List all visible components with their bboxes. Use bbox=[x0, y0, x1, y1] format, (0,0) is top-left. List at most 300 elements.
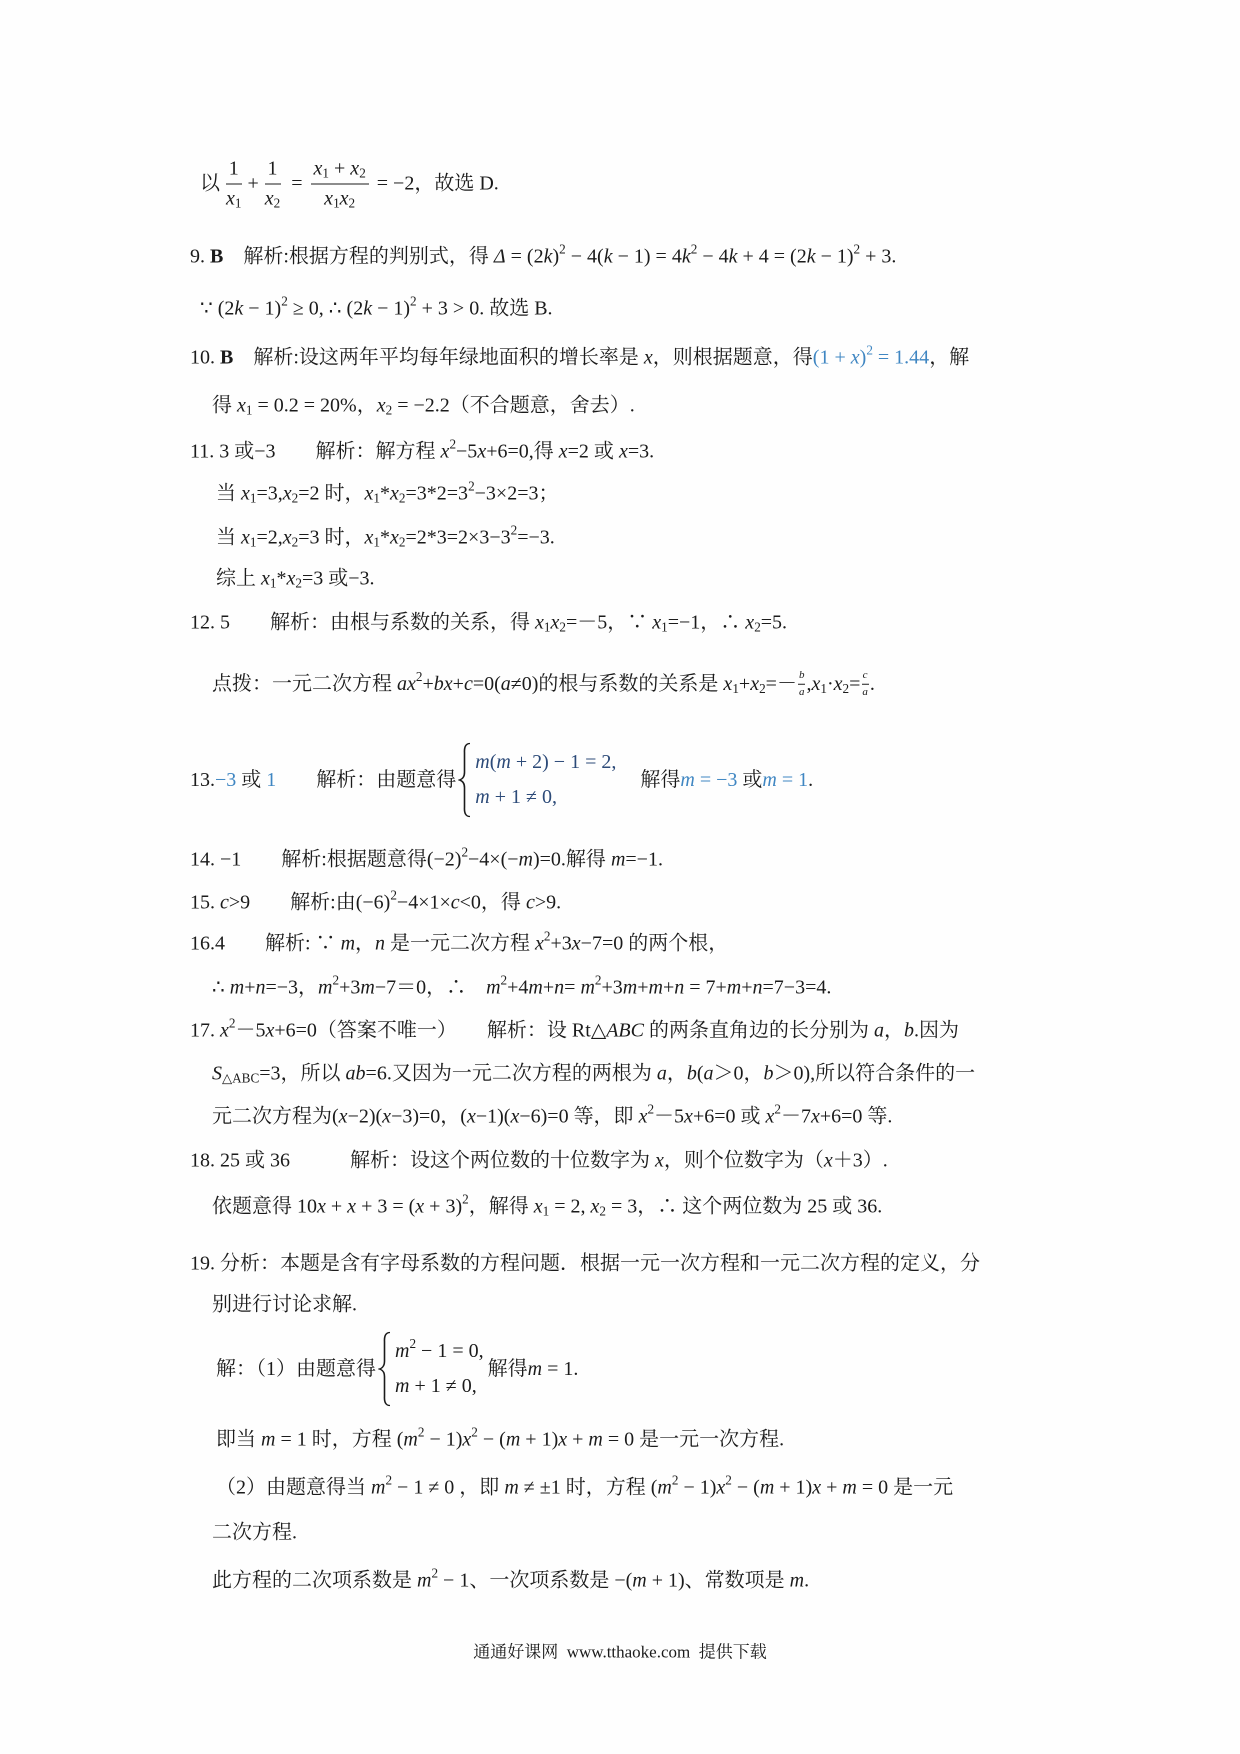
answer-8-conclusion bbox=[200, 157, 499, 212]
math-variable: x bbox=[390, 482, 399, 505]
text-run: 解：（1）由题意得 bbox=[216, 1357, 376, 1380]
superscript: 2 bbox=[671, 1472, 679, 1488]
answer-19-part-2 bbox=[216, 1472, 954, 1501]
text-run: +3 bbox=[601, 976, 623, 999]
text-run: =2, bbox=[256, 526, 283, 549]
answer-19-part-1 bbox=[216, 1331, 578, 1407]
text-run: + 4 = (2 bbox=[737, 245, 807, 268]
text-run: . bbox=[808, 768, 814, 791]
math-variable: x bbox=[833, 672, 843, 695]
text-run: = 1.44 bbox=[872, 346, 930, 369]
superscript: 2 bbox=[390, 887, 397, 903]
text-run: + bbox=[567, 1428, 589, 1451]
fraction bbox=[798, 669, 806, 700]
text-run: 17. bbox=[190, 1019, 220, 1042]
math-variable: b bbox=[686, 1062, 697, 1085]
math-variable: x bbox=[347, 1195, 357, 1218]
math-variable: m bbox=[505, 1428, 521, 1451]
subscript: 1 bbox=[249, 490, 257, 506]
fraction-numerator bbox=[311, 157, 369, 185]
answer-11 bbox=[190, 436, 655, 465]
text-run: = 1. bbox=[542, 1357, 579, 1380]
math-variable: x bbox=[440, 440, 450, 463]
text-run: +6=0（答案不唯一） 解析：设 Rt△ bbox=[274, 1019, 607, 1042]
text-run: −2)( bbox=[347, 1105, 383, 1128]
text-run: = −3 bbox=[694, 768, 743, 791]
answer-19-coefficients bbox=[212, 1565, 810, 1594]
math-variable: m bbox=[842, 1476, 857, 1499]
math-variable: a bbox=[703, 1062, 714, 1085]
math-variable: k bbox=[728, 245, 738, 268]
text-run: 18. 25 或 36 解析：设这个两位数的十位数字为 bbox=[190, 1149, 655, 1172]
answer-16-continued bbox=[212, 972, 832, 1001]
text-run: ≠0)的根与系数的关系是 bbox=[510, 672, 724, 695]
superscript: 2 bbox=[543, 928, 551, 944]
math-variable: x bbox=[364, 526, 374, 549]
text-run: 点拨：一元二次方程 bbox=[212, 672, 397, 695]
answer-10 bbox=[190, 342, 970, 371]
text-run: 的两条直角边的长分别为 bbox=[644, 1019, 874, 1042]
text-run: 别进行讨论求解. bbox=[212, 1293, 357, 1316]
text-run: =7−3=4. bbox=[762, 976, 832, 999]
math-variable: m bbox=[504, 1476, 519, 1499]
math-variable: ABC bbox=[606, 1019, 644, 1042]
math-variable: x bbox=[364, 482, 374, 505]
text-run: = −2，故选 D. bbox=[371, 172, 499, 195]
text-run: +6=0,得 bbox=[486, 440, 559, 463]
text-run: 此方程的二次项系数是 bbox=[212, 1569, 417, 1592]
superscript: 2 bbox=[647, 1101, 655, 1117]
text-run: >9. bbox=[534, 891, 562, 914]
text-run: ， bbox=[884, 1019, 904, 1042]
math-variable: m bbox=[340, 932, 356, 955]
math-variable: a bbox=[874, 1019, 884, 1042]
text-run: +6=0 等. bbox=[819, 1105, 893, 1128]
text-run: + bbox=[542, 976, 555, 999]
text-run: . bbox=[869, 672, 875, 695]
superscript: 2 bbox=[500, 972, 508, 988]
math-variable: m bbox=[261, 1428, 276, 1451]
answer-9-continued bbox=[200, 293, 553, 322]
text-run: + 3) bbox=[424, 1195, 463, 1218]
subscript: 2 bbox=[348, 195, 356, 211]
math-variable: m bbox=[395, 1340, 410, 1362]
math-variable: m bbox=[762, 768, 777, 791]
text-run: 得 bbox=[212, 394, 237, 417]
page-footer: 通通好课网 www.tthaoke.com 提供下载 bbox=[473, 1642, 767, 1662]
equation-row bbox=[475, 750, 616, 775]
subscript: 2 bbox=[398, 490, 406, 506]
superscript: 2 bbox=[449, 436, 457, 452]
superscript: 2 bbox=[385, 1472, 393, 1488]
text-run: =2*3=2×3−3 bbox=[405, 526, 511, 549]
text-run: =3. bbox=[627, 440, 655, 463]
math-variable: x bbox=[338, 1105, 348, 1128]
math-variable: x bbox=[415, 1195, 425, 1218]
text-run: − 1) bbox=[678, 1476, 717, 1499]
text-run: 1 bbox=[266, 768, 277, 791]
text-run: ≥ 0, ∴ (2 bbox=[287, 297, 364, 320]
text-run: =3 时， bbox=[298, 526, 365, 549]
text-run: 解得 bbox=[487, 1357, 528, 1380]
text-run: 13. bbox=[190, 768, 215, 791]
math-variable: x bbox=[282, 482, 292, 505]
subscript: 2 bbox=[291, 534, 299, 550]
answer-15 bbox=[190, 887, 562, 916]
text-run: + 2) − 1 = 2, bbox=[510, 751, 617, 773]
text-run: + 1 ≠ 0, bbox=[489, 786, 557, 808]
answer-9 bbox=[190, 241, 897, 270]
text-run: + bbox=[422, 672, 434, 695]
math-variable: x bbox=[723, 672, 733, 695]
subscript: 2 bbox=[754, 619, 761, 635]
math-variable: m bbox=[475, 751, 490, 773]
left-brace-icon bbox=[378, 1331, 392, 1407]
answer-18 bbox=[190, 1149, 888, 1174]
text-run: 综上 bbox=[216, 567, 261, 590]
text-run: −3)=0，( bbox=[391, 1105, 467, 1128]
fraction bbox=[223, 157, 244, 212]
text-run: = bbox=[564, 976, 581, 999]
text-run: 或 bbox=[236, 768, 267, 791]
text-run: −7=0 的两个根， bbox=[580, 932, 729, 955]
superscript: 2 bbox=[725, 1472, 732, 1488]
math-variable: m bbox=[580, 976, 595, 999]
bold-label: B bbox=[220, 346, 234, 369]
text-run: +6=0 或 bbox=[692, 1105, 766, 1128]
math-variable: k bbox=[681, 245, 691, 268]
text-run: = 2, bbox=[549, 1195, 591, 1218]
text-run: − 1) bbox=[372, 297, 411, 320]
text-run: 以 bbox=[200, 172, 220, 195]
text-run: =0( bbox=[472, 672, 501, 695]
text-run: +4 bbox=[507, 976, 529, 999]
text-run: =3*2=3 bbox=[405, 482, 469, 505]
equation-system bbox=[458, 742, 616, 818]
text-run: − 4 bbox=[697, 245, 729, 268]
equation-rows bbox=[395, 1336, 484, 1399]
subscript: 2 bbox=[385, 402, 393, 418]
text-run: = 7+ bbox=[684, 976, 727, 999]
subscript: 1 bbox=[333, 195, 340, 211]
math-variable: c bbox=[450, 891, 460, 914]
text-run: =−3， bbox=[265, 976, 319, 999]
text-run: －5 bbox=[654, 1105, 685, 1128]
math-variable: x bbox=[810, 1105, 820, 1128]
math-variable: n bbox=[752, 976, 763, 999]
text-run: >9 解析:由(−6) bbox=[228, 891, 391, 914]
text-run: − ( bbox=[477, 1428, 506, 1451]
text-run: −7＝0，∴ bbox=[374, 976, 487, 999]
text-run: +3 bbox=[339, 976, 361, 999]
text-run: + bbox=[247, 172, 259, 195]
subscript: △ABC bbox=[222, 1070, 260, 1086]
text-run: 二次方程. bbox=[212, 1521, 297, 1544]
math-variable: x bbox=[282, 526, 292, 549]
text-run: + bbox=[637, 976, 649, 999]
equation-rows bbox=[475, 750, 616, 810]
superscript: 2 bbox=[510, 522, 518, 538]
text-run: −5 bbox=[456, 440, 478, 463]
bold-label: B bbox=[210, 245, 224, 268]
text-run: −1)( bbox=[475, 1105, 511, 1128]
math-variable: n bbox=[554, 976, 565, 999]
math-variable: k bbox=[363, 297, 373, 320]
math-variable: m bbox=[360, 976, 375, 999]
text-run: * bbox=[380, 526, 391, 549]
text-run: 元二次方程为( bbox=[212, 1105, 339, 1128]
answer-11-case-a bbox=[216, 478, 559, 507]
text-run: 16.4 解析: ∵ bbox=[190, 932, 341, 955]
text-run: =3，所以 bbox=[259, 1062, 346, 1085]
text-run: . bbox=[804, 1569, 810, 1592]
text-run: =−1，∴ bbox=[667, 611, 746, 634]
text-run: −4×1× bbox=[396, 891, 451, 914]
text-run: − 4( bbox=[565, 245, 604, 268]
text-run: －7 bbox=[780, 1105, 811, 1128]
math-variable: x bbox=[264, 187, 274, 210]
text-run: 1 bbox=[228, 157, 239, 180]
text-run: = 0.2 = 20%， bbox=[252, 394, 377, 417]
math-variable: x bbox=[226, 187, 235, 210]
math-variable: x bbox=[261, 567, 270, 590]
fraction-denominator bbox=[223, 185, 244, 212]
text-run: =3, bbox=[256, 482, 283, 505]
math-variable: x bbox=[241, 482, 250, 505]
text-run: +3 bbox=[550, 932, 572, 955]
text-run: − 1) bbox=[424, 1428, 463, 1451]
subscript: 2 bbox=[759, 680, 766, 696]
fraction-denominator bbox=[321, 185, 358, 212]
math-variable: c bbox=[463, 672, 473, 695]
fraction bbox=[861, 669, 869, 700]
text-run: + bbox=[244, 976, 256, 999]
math-variable: x bbox=[350, 157, 360, 180]
superscript: 2 bbox=[417, 1424, 425, 1440]
text-run: （2）由题意得当 bbox=[216, 1476, 371, 1499]
math-variable: x bbox=[376, 394, 386, 417]
text-run: ∴ bbox=[212, 976, 230, 999]
subscript: 2 bbox=[842, 680, 850, 696]
text-run: ≠ ±1 时，方程 ( bbox=[518, 1476, 658, 1499]
subscript: 1 bbox=[373, 534, 381, 550]
subscript: 1 bbox=[322, 165, 330, 181]
superscript: 2 bbox=[281, 293, 288, 309]
math-variable: x bbox=[466, 1105, 476, 1128]
text-run: 解得 bbox=[620, 768, 681, 791]
text-run: + bbox=[738, 672, 751, 695]
answer-16 bbox=[190, 928, 729, 957]
text-run: =6.又因为一元二次方程的两根为 bbox=[365, 1062, 657, 1085]
math-variable: m bbox=[475, 786, 490, 808]
text-run: ＞0， bbox=[713, 1062, 764, 1085]
text-run: = (2 bbox=[505, 245, 544, 268]
text-run: , bbox=[806, 672, 812, 695]
text-run: * bbox=[276, 567, 287, 590]
answer-12 bbox=[190, 611, 787, 636]
superscript: 2 bbox=[431, 1565, 439, 1581]
text-run: 12. 5 解析：由根与系数的关系，得 bbox=[190, 611, 535, 634]
math-variable: m bbox=[496, 751, 511, 773]
text-run: = 1 bbox=[776, 768, 809, 791]
highlighted-expression bbox=[812, 342, 930, 371]
answer-11-summary bbox=[216, 567, 375, 592]
math-variable: c bbox=[220, 891, 229, 914]
text-run: ＋3）. bbox=[832, 1149, 888, 1172]
text-run: ) bbox=[552, 245, 560, 268]
text-run: + bbox=[329, 157, 351, 180]
fraction-denominator bbox=[798, 685, 806, 700]
math-variable: x bbox=[241, 526, 250, 549]
equation-system bbox=[378, 1331, 484, 1407]
subscript: 2 bbox=[295, 575, 302, 591]
text-run: =2 时， bbox=[298, 482, 365, 505]
math-variable: a bbox=[500, 672, 511, 695]
math-variable: m bbox=[588, 1428, 603, 1451]
text-run: = bbox=[286, 172, 308, 195]
math-variable: m bbox=[759, 1476, 775, 1499]
math-variable: bx bbox=[433, 672, 453, 695]
text-run: 15. bbox=[190, 891, 220, 914]
text-run: + bbox=[325, 1195, 348, 1218]
math-variable: m bbox=[518, 848, 533, 871]
subscript: 1 bbox=[249, 534, 257, 550]
math-variable: k bbox=[234, 297, 244, 320]
highlighted-expression bbox=[680, 768, 742, 793]
math-variable: x bbox=[765, 1105, 775, 1128]
superscript: 2 bbox=[228, 1015, 236, 1031]
math-variable: x bbox=[313, 157, 323, 180]
math-variable: m bbox=[657, 1476, 672, 1499]
answer-19-analysis bbox=[190, 1252, 980, 1277]
text-run: 14. −1 解析:根据题意得(−2) bbox=[190, 848, 462, 871]
math-variable: m bbox=[622, 976, 638, 999]
text-run: + 3 > 0. 故选 B. bbox=[416, 297, 553, 320]
text-run: = 1 时，方程 ( bbox=[275, 1428, 404, 1451]
subscript: 2 bbox=[599, 1203, 606, 1219]
text-run: ，解得 bbox=[468, 1195, 534, 1218]
answer-13 bbox=[190, 742, 813, 818]
text-run: 11. 3 或−3 解析：解方程 bbox=[190, 440, 441, 463]
superscript: 2 bbox=[594, 972, 602, 988]
subscript: 1 bbox=[543, 619, 551, 635]
text-run: 是一元二次方程 bbox=[385, 932, 536, 955]
math-variable: x bbox=[638, 1105, 648, 1128]
math-variable: m bbox=[318, 976, 333, 999]
math-variable: x bbox=[558, 1428, 568, 1451]
math-variable: k bbox=[603, 245, 613, 268]
math-variable: c bbox=[862, 668, 868, 681]
math-variable: x bbox=[812, 1476, 822, 1499]
superscript: 2 bbox=[866, 342, 873, 358]
math-variable: m bbox=[680, 768, 695, 791]
fraction-numerator bbox=[798, 669, 806, 685]
subscript: 1 bbox=[542, 1203, 550, 1219]
math-variable: x bbox=[535, 611, 544, 634]
math-variable: x bbox=[850, 346, 860, 369]
math-variable: x bbox=[558, 440, 568, 463]
math-variable: x bbox=[390, 526, 399, 549]
text-run: ( bbox=[696, 1062, 704, 1085]
math-variable: x bbox=[265, 1019, 275, 1042]
text-run: + bbox=[821, 1476, 843, 1499]
math-variable: m bbox=[486, 976, 501, 999]
text-run: · bbox=[826, 672, 834, 695]
text-run: − 1) bbox=[243, 297, 282, 320]
text-run: + bbox=[741, 976, 753, 999]
fraction bbox=[262, 157, 283, 212]
superscript: 2 bbox=[410, 293, 417, 309]
text-run: =3 或−3. bbox=[301, 567, 375, 590]
subscript: 1 bbox=[245, 402, 253, 418]
text-run: − 1 ≠ 0 ，即 bbox=[392, 1476, 505, 1499]
math-variable: x bbox=[462, 1428, 472, 1451]
text-run: ， bbox=[355, 932, 376, 955]
math-variable: x bbox=[652, 611, 662, 634]
answer-17 bbox=[190, 1015, 959, 1044]
math-variable: b bbox=[904, 1019, 914, 1042]
math-variable: x bbox=[684, 1105, 693, 1128]
math-variable: Δ bbox=[493, 245, 506, 268]
text-run: + bbox=[452, 672, 464, 695]
math-variable: ax bbox=[397, 672, 416, 695]
math-variable: x bbox=[571, 932, 581, 955]
answer-17-continued-b bbox=[212, 1101, 893, 1130]
text-run: =－5，∵ bbox=[565, 611, 653, 634]
superscript: 2 bbox=[774, 1101, 781, 1117]
answer-19-part-2-continued bbox=[212, 1521, 297, 1546]
text-run: ＞0),所以符合条件的一 bbox=[773, 1062, 976, 1085]
text-run: = 0 是一元 bbox=[856, 1476, 954, 1499]
text-run: 解析:根据方程的判别式，得 bbox=[223, 245, 494, 268]
math-variable: b bbox=[798, 668, 805, 681]
text-run: 即当 bbox=[216, 1428, 261, 1451]
subscript: 1 bbox=[661, 619, 668, 635]
superscript: 2 bbox=[690, 241, 698, 257]
text-run: 9. bbox=[190, 245, 210, 268]
math-variable: x bbox=[811, 672, 821, 695]
text-run: 依题意得 10 bbox=[212, 1195, 317, 1218]
subscript: 1 bbox=[820, 680, 827, 696]
superscript: 2 bbox=[461, 844, 469, 860]
math-variable: k bbox=[543, 245, 553, 268]
answer-18-continued bbox=[212, 1191, 883, 1220]
answer-19-analysis-continued bbox=[212, 1293, 357, 1318]
text-run: + 1) bbox=[520, 1428, 559, 1451]
text-run: 1 bbox=[267, 157, 278, 180]
subscript: 2 bbox=[291, 490, 299, 506]
highlighted-expression bbox=[215, 768, 236, 793]
superscript: 2 bbox=[409, 1336, 417, 1351]
math-variable: n bbox=[674, 976, 685, 999]
superscript: 2 bbox=[559, 241, 566, 257]
text-run: )=0.解得 bbox=[532, 848, 611, 871]
text-run: + 3 = ( bbox=[356, 1195, 416, 1218]
subscript: 2 bbox=[559, 619, 566, 635]
math-variable: m bbox=[229, 976, 245, 999]
math-variable: m bbox=[528, 976, 543, 999]
math-variable: x bbox=[477, 440, 487, 463]
text-run: 10. bbox=[190, 346, 220, 369]
text-run: − 1) = 4 bbox=[612, 245, 682, 268]
math-variable: m bbox=[789, 1569, 805, 1592]
math-variable: a bbox=[798, 685, 805, 698]
answer-12-tip bbox=[212, 669, 875, 700]
math-variable: x bbox=[237, 394, 246, 417]
fraction-denominator bbox=[262, 185, 283, 212]
text-run: ，则个位数字为（ bbox=[663, 1149, 824, 1172]
math-variable: m bbox=[632, 1569, 647, 1592]
